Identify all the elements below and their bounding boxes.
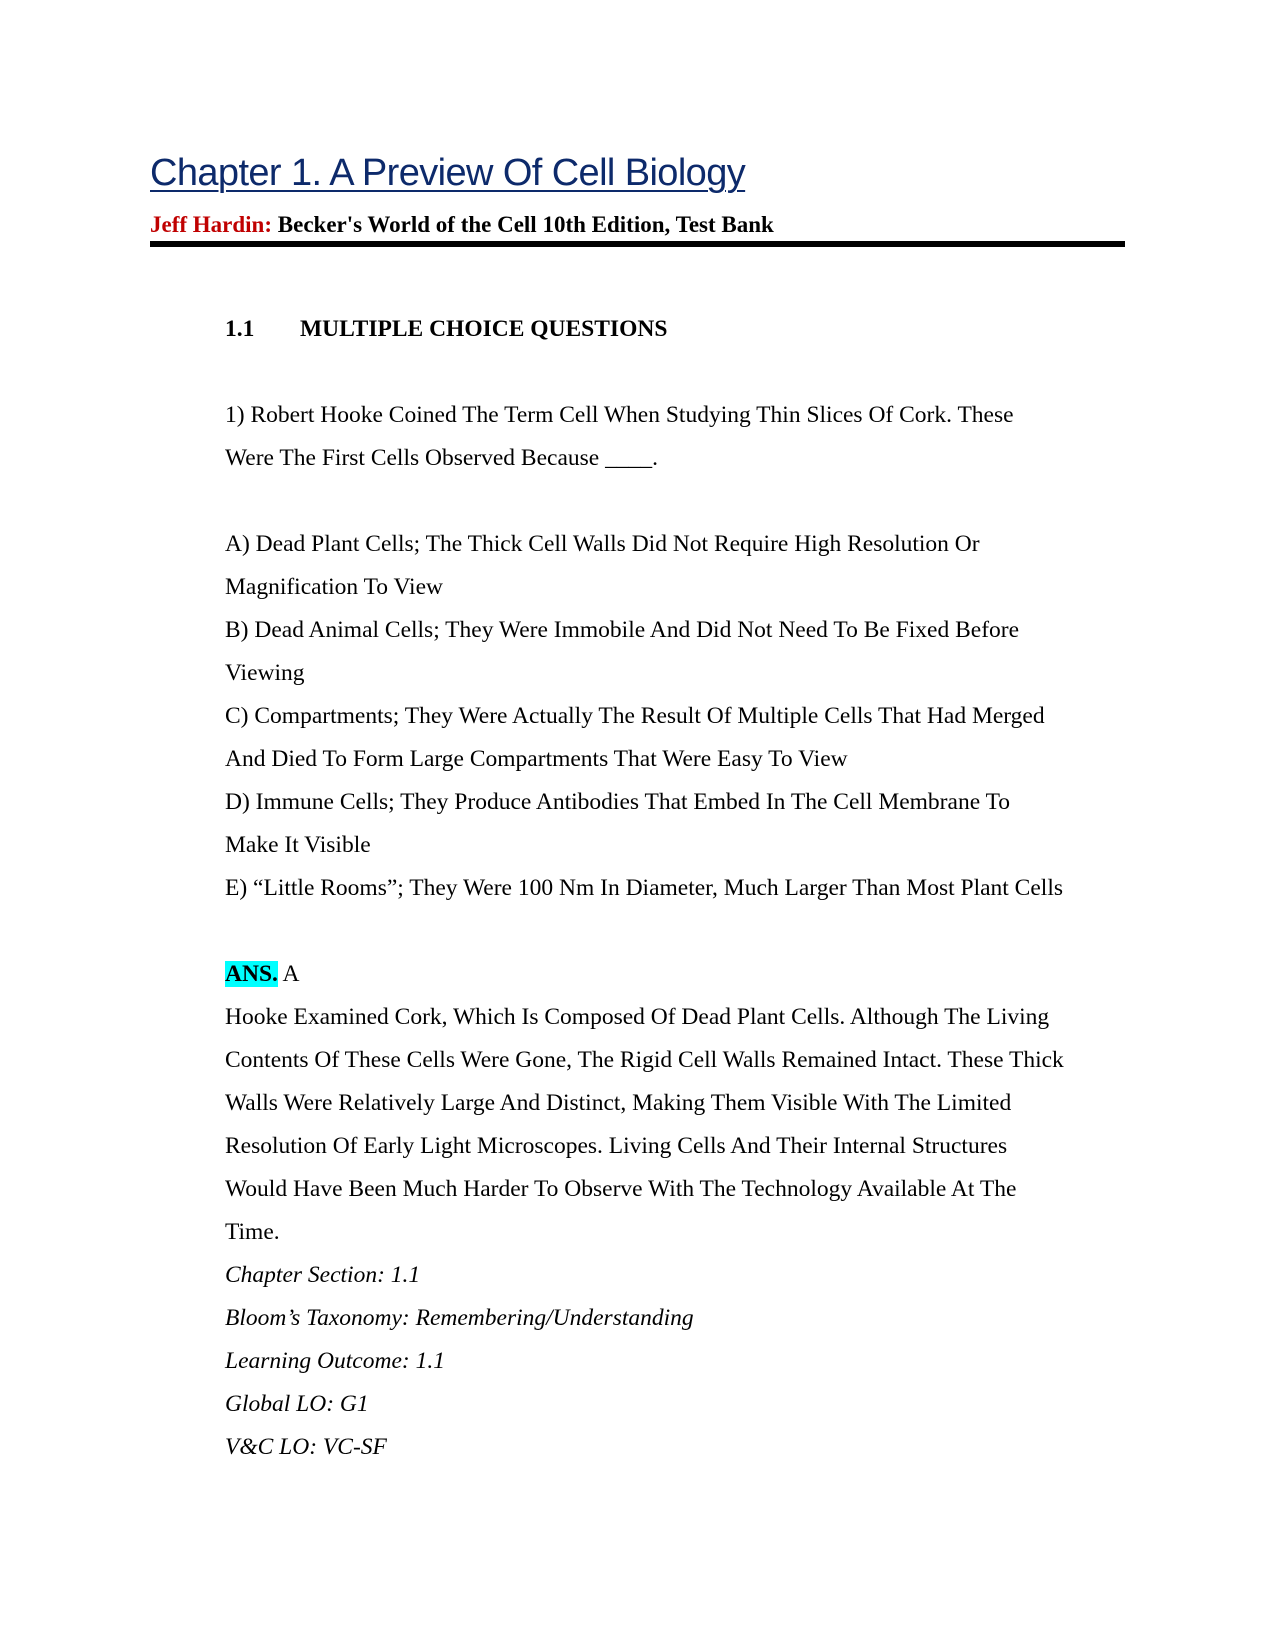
question-stem (225, 394, 1145, 480)
section-heading (225, 308, 1145, 351)
answer-line (225, 953, 1145, 996)
book-title: Becker's World of the Cell 10th Edition, Test Bank (272, 212, 774, 237)
answer-options (225, 523, 1145, 910)
answer-explanation (225, 996, 1145, 1254)
header-rule (150, 241, 1125, 247)
explanation-line: Resolution Of Early Light Microscopes. Living Cells And Their Internal Structures (225, 1133, 1008, 1159)
option-c-cont: And Died To Form Large Compartments That Were Easy To View (225, 746, 848, 772)
explanation-line: Walls Were Relatively Large And Distinct, Making Them Visible With The Limited (225, 1090, 1012, 1116)
option-c: C) Compartments; They Were Actually The Result Of Multiple Cells That Had Merged (225, 703, 1045, 729)
meta-blooms-taxonomy: Bloom’s Taxonomy: Remembering/Understanding (225, 1305, 694, 1331)
option-a: A) Dead Plant Cells; The Thick Cell Walls Did Not Require High Resolution Or (225, 531, 980, 557)
explanation-line: Contents Of These Cells Were Gone, The Rigid Cell Walls Remained Intact. These Thick (225, 1047, 1064, 1073)
option-b: B) Dead Animal Cells; They Were Immobile And Did Not Need To Be Fixed Before (225, 617, 1020, 643)
author: Jeff Hardin: (150, 212, 273, 237)
option-e: E) “Little Rooms”; They Were 100 Nm In Diameter, Much Larger Than Most Plant Cells (225, 875, 1063, 901)
meta-learning-outcome: Learning Outcome: 1.1 (225, 1348, 445, 1374)
chapter-title: Chapter 1. A Preview Of Cell Biology (150, 152, 746, 194)
answer-value: A (277, 961, 300, 987)
meta-vc-lo: V&C LO: VC-SF (225, 1434, 387, 1460)
question-line: Were The First Cells Observed Because ____. (225, 445, 658, 471)
question-line: 1) Robert Hooke Coined The Term Cell When Studying Thin Slices Of Cork. These (225, 402, 1014, 428)
section-title: MULTIPLE CHOICE QUESTIONS (300, 316, 668, 342)
section-number: 1.1 (225, 316, 255, 342)
document-body (225, 308, 1145, 1469)
answer-label: ANS. (225, 961, 278, 987)
explanation-line: Would Have Been Much Harder To Observe With The Technology Available At The (225, 1176, 1017, 1202)
option-b-cont: Viewing (225, 660, 305, 686)
option-a-cont: Magnification To View (225, 574, 443, 600)
subtitle (150, 212, 774, 238)
option-d-cont: Make It Visible (225, 832, 371, 858)
explanation-line: Time. (225, 1219, 280, 1245)
question-metadata (225, 1254, 1145, 1469)
explanation-line: Hooke Examined Cork, Which Is Composed Of Dead Plant Cells. Although The Living (225, 1004, 1050, 1030)
meta-chapter-section: Chapter Section: 1.1 (225, 1262, 421, 1288)
option-d: D) Immune Cells; They Produce Antibodies That Embed In The Cell Membrane To (225, 789, 1011, 815)
meta-global-lo: Global LO: G1 (225, 1391, 369, 1417)
